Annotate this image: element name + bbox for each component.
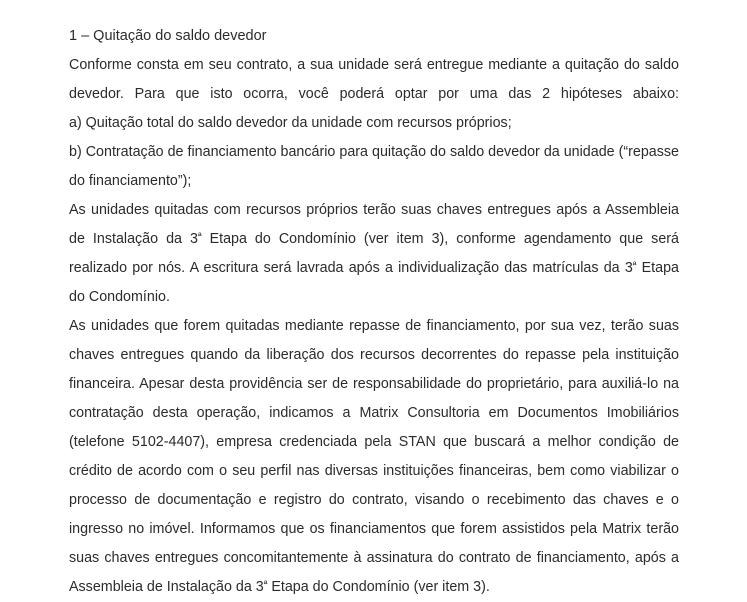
list-item-option-a: a) Quitação total do saldo devedor da unidade com recursos próprios; [69,115,512,131]
paragraph-own-resources: As unidades quitadas com recursos próprios terão suas chaves entregues após a Assembleia de Instalação da $3^ª$ Etapa do Condomínio (ver item 3), conforme agendamento que será realizado por nós. A escritura será lavrada após a individualização das matrículas da $3^ª$ Etapa do Condomínio. [69,202,679,305]
paragraph-intro: Conforme consta em seu contrato, a sua unidade será entregue mediante a quitação do saldo devedor. Para que isto ocorra, você poderá optar por uma das 2 hipóteses abaixo: [69,57,679,102]
list-item-option-b: b) Contratação de financiamento bancário para quitação do saldo devedor da unidade (“repasse do financiamento”); [69,144,679,189]
document-body [69,22,679,602]
section-heading: 1 – Quitação do saldo devedor [69,28,267,44]
paragraph-financed-units: As unidades que forem quitadas mediante repasse de financiamento, por sua vez, terão suas chaves entregues quando da liberação dos recursos decorrentes do repasse pela instituição financeira. Apesar desta providência ser de responsabilidade do proprietário, para auxiliá-lo na contratação desta operação, indicamos a Matrix Consultoria em Documentos Imobiliários (telefone 5102-4407), empresa credenciada pela STAN que buscará a melhor condição de crédito de acordo com o seu perfil nas diversas instituições financeiras, bem como viabilizar o processo de documentação e registro do contrato, visando o recebimento das chaves e o ingresso no imóvel. Informamos que os financiamentos que forem assistidos pela Matrix terão suas chaves entregues concomitantemente à assinatura do contrato de financiamento, após a Assembleia de Instalação da $3^ª$ Etapa do Condomínio (ver item 3). [69,318,679,595]
ordinal-indicator: ª [263,578,268,590]
ordinal-indicator: ª [197,230,202,242]
ordinal-indicator: ª [632,259,637,271]
